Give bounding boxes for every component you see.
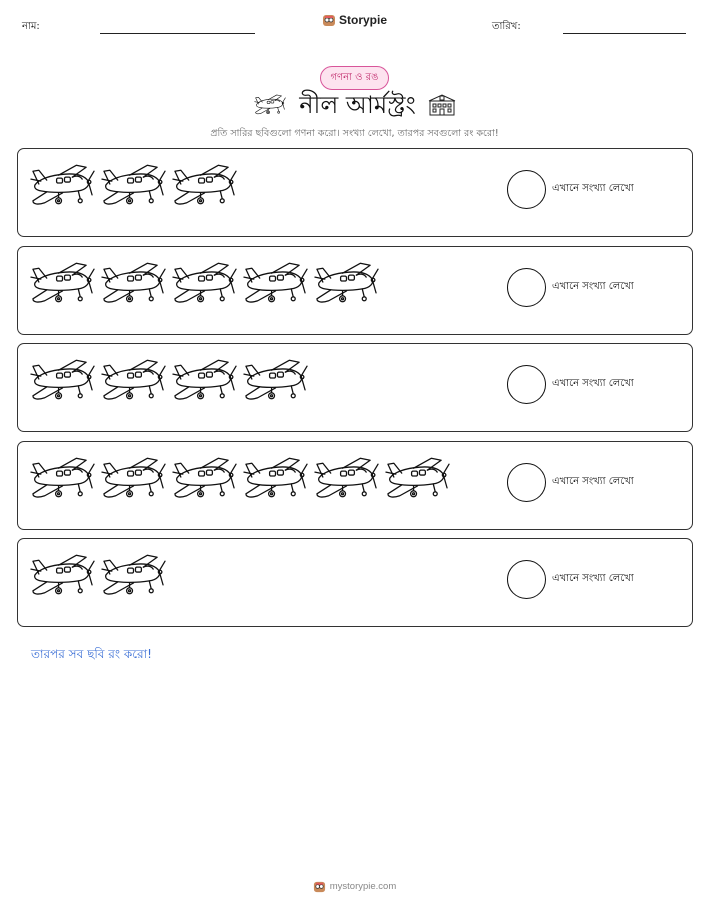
counting-row [17,148,693,237]
airplane-icon [171,161,238,211]
answer-label: এখানে সংখ্যা লেখো [552,281,634,292]
airplane-icon [313,454,380,504]
name-label: নাম: [22,21,40,32]
airplane-icon [29,454,96,504]
airplane-icon [100,454,167,504]
airplane-icon [100,259,167,309]
answer-circle[interactable] [507,365,546,404]
footer [0,880,709,893]
building-icon [428,93,456,117]
airplane-icon [29,356,96,406]
airplane-icon [29,551,96,601]
counting-row [17,343,693,432]
brand-name: Storypie [338,13,387,27]
answer-label: এখানে সংখ্যা লেখো [552,378,634,389]
airplane-icon [384,454,451,504]
airplane-icon [242,356,309,406]
answer-circle[interactable] [507,170,546,209]
airplane-icon [100,551,167,601]
airplane-icon [171,454,238,504]
storypie-logo-icon [322,13,336,27]
airplane-icon [253,93,287,117]
answer-circle[interactable] [507,268,546,307]
category-tag: গণনা ও রঙ [320,66,388,90]
footer-url[interactable]: mystorypie.com [329,881,397,892]
answer-circle[interactable] [507,463,546,502]
airplane-icon [242,259,309,309]
airplane-icon [171,356,238,406]
airplane-icon [313,259,380,309]
answer-label: এখানে সংখ্যা লেখো [552,476,634,487]
airplane-icon [29,161,96,211]
counting-row [17,246,693,335]
date-label: তারিখ: [492,21,521,32]
date-line[interactable] [563,33,686,34]
answer-circle[interactable] [507,560,546,599]
airplane-group [29,259,380,309]
airplane-icon [171,259,238,309]
bottom-note: তারপর সব ছবি রং করো! [31,647,152,661]
answer-label: এখানে সংখ্যা লেখো [552,573,634,584]
airplane-icon [100,356,167,406]
answer-label: এখানে সংখ্যা লেখো [552,183,634,194]
brand-logo [0,13,709,27]
storypie-logo-icon [313,880,326,893]
page-title: নীল আর্মস্ট্রং [299,91,416,119]
airplane-icon [29,259,96,309]
airplane-icon [242,454,309,504]
airplane-group [29,454,451,504]
counting-row [17,441,693,530]
name-line[interactable] [100,33,255,34]
instructions: প্রতি সারির ছবিগুলো গণনা করো। সংখ্যা লেখো, তারপর সবগুলো রং করো! [210,128,499,139]
airplane-group [29,161,238,211]
airplane-group [29,356,309,406]
counting-row [17,538,693,627]
airplane-icon [100,161,167,211]
airplane-group [29,551,167,601]
